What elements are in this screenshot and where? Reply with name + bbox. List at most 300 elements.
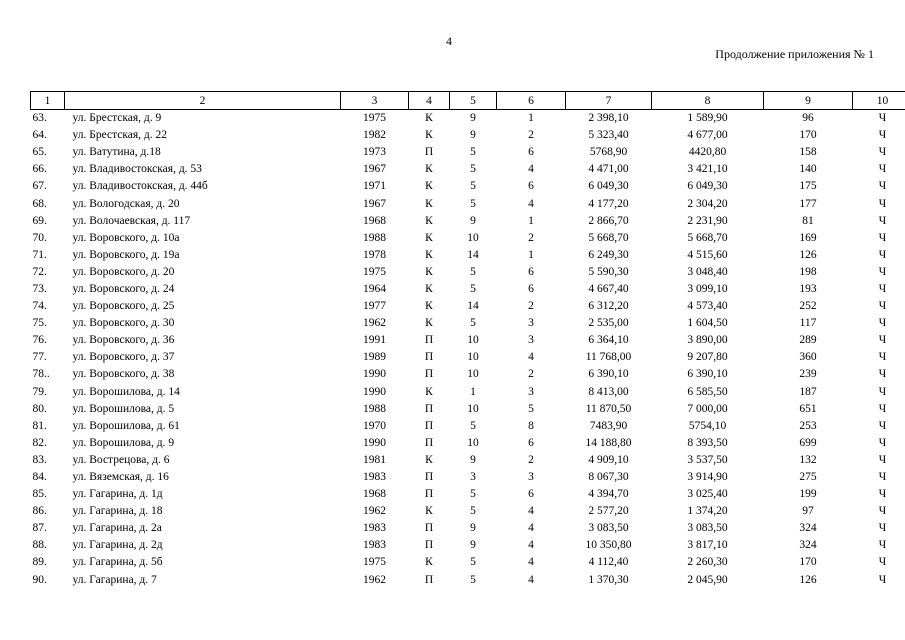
floors-cell: 9 — [470, 522, 476, 535]
floors-cell: 5 — [470, 317, 476, 330]
address-cell: ул. Гагарина, д. 2д — [72, 539, 163, 552]
living-area-cell: 8 393,50 — [687, 436, 728, 449]
entrances-cell: 3 — [528, 317, 534, 330]
living-area-cell: 1 604,50 — [687, 317, 728, 330]
floors-cell: 5 — [470, 197, 476, 210]
row-number-cell: 84. — [32, 471, 47, 484]
entrances-cell: 4 — [528, 351, 534, 364]
floors-cell: 10 — [467, 402, 479, 415]
wall-material-cell: К — [425, 265, 433, 278]
residents-cell: 360 — [799, 351, 817, 364]
address-cell: ул. Брестская, д. 9 — [72, 112, 162, 125]
residents-cell: 193 — [799, 282, 817, 295]
floors-cell: 5 — [470, 282, 476, 295]
address-cell: ул. Брестская, д. 22 — [72, 129, 168, 142]
category-cell: Ч — [878, 180, 887, 193]
column-header-9: 9 — [764, 92, 853, 110]
total-area-cell: 4 394,70 — [588, 488, 629, 501]
residents-cell: 252 — [799, 300, 817, 313]
wall-material-cell: К — [425, 505, 433, 518]
entrances-cell: 4 — [528, 539, 534, 552]
year-built-cell: 1975 — [363, 112, 386, 125]
living-area-cell: 1 589,90 — [687, 112, 728, 125]
row-number-cell: 72. — [32, 265, 47, 278]
category-cell: Ч — [878, 505, 887, 518]
wall-material-cell: П — [424, 573, 434, 586]
column-header-2: 2 — [65, 92, 341, 110]
residents-cell: 324 — [799, 522, 817, 535]
residents-cell: 81 — [802, 214, 814, 227]
row-number-cell: 79. — [32, 385, 47, 398]
table-row — [31, 418, 905, 435]
table-row — [31, 332, 905, 349]
residents-cell: 651 — [799, 402, 817, 415]
total-area-cell: 6 049,30 — [588, 180, 629, 193]
table-row — [31, 144, 905, 161]
table-row — [31, 469, 905, 486]
total-area-cell: 4 471,00 — [588, 163, 629, 176]
living-area-cell: 3 890,00 — [687, 334, 728, 347]
wall-material-cell: П — [424, 436, 434, 449]
total-area-cell: 6 364,10 — [588, 334, 629, 347]
category-cell: Ч — [878, 129, 887, 142]
row-number-cell: 90. — [32, 573, 47, 586]
table-row — [31, 161, 905, 178]
table-row — [31, 264, 905, 281]
living-area-cell: 4 573,40 — [687, 300, 728, 313]
category-cell: Ч — [878, 453, 887, 466]
total-area-cell: 2 398,10 — [588, 112, 629, 125]
table-row — [31, 195, 905, 212]
table-row — [31, 435, 905, 452]
total-area-cell: 2 866,70 — [588, 214, 629, 227]
total-area-cell: 2 577,20 — [588, 505, 629, 518]
entrances-cell: 6 — [528, 436, 534, 449]
wall-material-cell: П — [424, 351, 434, 364]
category-cell: Ч — [878, 231, 887, 244]
year-built-cell: 1973 — [363, 146, 386, 159]
floors-cell: 9 — [470, 539, 476, 552]
floors-cell: 5 — [470, 505, 476, 518]
year-built-cell: 1968 — [363, 214, 386, 227]
living-area-cell: 3 914,90 — [687, 471, 728, 484]
living-area-cell: 3 421,10 — [687, 163, 728, 176]
address-cell: ул. Владивостокская, д. 44б — [72, 180, 208, 193]
residents-cell: 177 — [799, 197, 817, 210]
residents-cell: 253 — [799, 419, 817, 432]
residents-cell: 198 — [799, 265, 817, 278]
entrances-cell: 3 — [528, 385, 534, 398]
floors-cell: 5 — [470, 419, 476, 432]
entrances-cell: 2 — [528, 300, 534, 313]
row-number-cell: 74. — [32, 300, 47, 313]
row-number-cell: 67. — [32, 180, 47, 193]
residents-cell: 132 — [799, 453, 817, 466]
year-built-cell: 1962 — [363, 573, 386, 586]
living-area-cell: 9 207,80 — [687, 351, 728, 364]
year-built-cell: 1991 — [363, 334, 386, 347]
living-area-cell: 6 049,30 — [687, 180, 728, 193]
entrances-cell: 1 — [528, 214, 534, 227]
year-built-cell: 1988 — [363, 402, 386, 415]
entrances-cell: 6 — [528, 180, 534, 193]
total-area-cell: 8 067,30 — [588, 471, 629, 484]
total-area-cell: 10 350,80 — [585, 539, 632, 552]
entrances-cell: 4 — [528, 163, 534, 176]
residents-cell: 175 — [799, 180, 817, 193]
column-header-1: 1 — [31, 92, 65, 110]
living-area-cell: 6 390,10 — [687, 368, 728, 381]
total-area-cell: 6 390,10 — [588, 368, 629, 381]
category-cell: Ч — [878, 351, 887, 364]
entrances-cell: 2 — [528, 453, 534, 466]
address-cell: ул. Воровского, д. 36 — [72, 334, 175, 347]
row-number-cell: 77. — [32, 351, 47, 364]
total-area-cell: 3 083,50 — [588, 522, 629, 535]
residents-cell: 140 — [799, 163, 817, 176]
living-area-cell: 4 677,00 — [687, 129, 728, 142]
address-cell: ул. Вострецова, д. 6 — [72, 453, 170, 466]
category-cell: Ч — [878, 471, 887, 484]
row-number-cell: 81. — [32, 419, 47, 432]
total-area-cell: 6 249,30 — [588, 248, 629, 261]
category-cell: Ч — [878, 146, 887, 159]
table-row — [31, 298, 905, 315]
year-built-cell: 1983 — [363, 522, 386, 535]
category-cell: Ч — [878, 436, 887, 449]
residents-cell: 158 — [799, 146, 817, 159]
entrances-cell: 2 — [528, 231, 534, 244]
row-number-cell: 64. — [32, 129, 47, 142]
entrances-cell: 2 — [528, 368, 534, 381]
table-row — [31, 349, 905, 366]
wall-material-cell: К — [425, 129, 433, 142]
column-header-8: 8 — [652, 92, 764, 110]
year-built-cell: 1978 — [363, 248, 386, 261]
address-cell: ул. Ватутина, д.18 — [72, 146, 161, 159]
residents-cell: 289 — [799, 334, 817, 347]
wall-material-cell: К — [425, 112, 433, 125]
table-header — [31, 92, 905, 110]
wall-material-cell: К — [425, 248, 433, 261]
year-built-cell: 1964 — [363, 282, 386, 295]
year-built-cell: 1967 — [363, 197, 386, 210]
table-row — [31, 366, 905, 383]
row-number-cell: 70. — [32, 231, 47, 244]
floors-cell: 10 — [467, 368, 479, 381]
row-number-cell: 65. — [32, 146, 47, 159]
entrances-cell: 4 — [528, 522, 534, 535]
address-cell: ул. Воровского, д. 30 — [72, 317, 175, 330]
floors-cell: 9 — [470, 214, 476, 227]
wall-material-cell: К — [425, 300, 433, 313]
residents-cell: 199 — [799, 488, 817, 501]
floors-cell: 14 — [467, 300, 479, 313]
year-built-cell: 1968 — [363, 488, 386, 501]
entrances-cell: 2 — [528, 129, 534, 142]
wall-material-cell: П — [424, 146, 434, 159]
entrances-cell: 1 — [528, 248, 534, 261]
residents-cell: 96 — [802, 112, 814, 125]
category-cell: Ч — [878, 163, 887, 176]
residents-cell: 187 — [799, 385, 817, 398]
total-area-cell: 8 413,00 — [588, 385, 629, 398]
column-header-10: 10 — [853, 92, 905, 110]
row-number-cell: 66. — [32, 163, 47, 176]
year-built-cell: 1975 — [363, 265, 386, 278]
entrances-cell: 4 — [528, 556, 534, 569]
floors-cell: 14 — [467, 248, 479, 261]
residents-cell: 169 — [799, 231, 817, 244]
category-cell: Ч — [878, 317, 887, 330]
year-built-cell: 1983 — [363, 471, 386, 484]
category-cell: Ч — [878, 385, 887, 398]
year-built-cell: 1989 — [363, 351, 386, 364]
page-number: 4 — [446, 34, 452, 48]
floors-cell: 10 — [467, 334, 479, 347]
table-body — [31, 110, 905, 589]
table-row — [31, 230, 905, 247]
column-header-5: 5 — [450, 92, 497, 110]
year-built-cell: 1967 — [363, 163, 386, 176]
wall-material-cell: К — [425, 163, 433, 176]
total-area-cell: 7483,90 — [589, 419, 628, 432]
floors-cell: 9 — [470, 112, 476, 125]
address-cell: ул. Вяземская, д. 16 — [72, 471, 169, 484]
residents-cell: 170 — [799, 556, 817, 569]
column-header-3: 3 — [341, 92, 409, 110]
address-cell: ул. Воровского, д. 25 — [72, 300, 175, 313]
residents-cell: 126 — [799, 248, 817, 261]
year-built-cell: 1981 — [363, 453, 386, 466]
entrances-cell: 3 — [528, 471, 534, 484]
floors-cell: 5 — [470, 163, 476, 176]
wall-material-cell: П — [424, 419, 434, 432]
address-cell: ул. Гагарина, д. 7 — [72, 573, 157, 586]
entrances-cell: 6 — [528, 488, 534, 501]
row-number-cell: 83. — [32, 453, 47, 466]
living-area-cell: 1 374,20 — [687, 505, 728, 518]
address-cell: ул. Воровского, д. 38 — [72, 368, 175, 381]
wall-material-cell: П — [424, 488, 434, 501]
address-cell: ул. Ворошилова, д. 14 — [72, 385, 180, 398]
wall-material-cell: К — [425, 317, 433, 330]
table-row — [31, 110, 905, 128]
address-cell: ул. Ворошилова, д. 5 — [72, 402, 175, 415]
wall-material-cell: К — [425, 231, 433, 244]
year-built-cell: 1990 — [363, 385, 386, 398]
row-number-cell: 88. — [32, 539, 47, 552]
total-area-cell: 1 370,30 — [588, 573, 629, 586]
table-row — [31, 452, 905, 469]
living-area-cell: 4 515,60 — [687, 248, 728, 261]
table-row — [31, 247, 905, 264]
address-cell: ул. Владивостокская, д. 53 — [72, 163, 202, 176]
continuation-caption: Продолжение приложения № 1 — [715, 47, 874, 61]
table-row — [31, 572, 905, 589]
row-number-cell: 75. — [32, 317, 47, 330]
row-number-cell: 78.. — [32, 368, 50, 381]
residents-cell: 275 — [799, 471, 817, 484]
living-area-cell: 3 817,10 — [687, 539, 728, 552]
address-cell: ул. Ворошилова, д. 9 — [72, 436, 175, 449]
floors-cell: 5 — [470, 488, 476, 501]
wall-material-cell: П — [424, 471, 434, 484]
address-cell: ул. Гагарина, д. 5б — [72, 556, 163, 569]
living-area-cell: 3 083,50 — [687, 522, 728, 535]
living-area-cell: 6 585,50 — [687, 385, 728, 398]
address-cell: ул. Воровского, д. 37 — [72, 351, 175, 364]
living-area-cell: 2 045,90 — [687, 573, 728, 586]
floors-cell: 10 — [467, 351, 479, 364]
category-cell: Ч — [878, 402, 887, 415]
total-area-cell: 5768,90 — [589, 146, 628, 159]
living-area-cell: 2 231,90 — [687, 214, 728, 227]
year-built-cell: 1977 — [363, 300, 386, 313]
total-area-cell: 5 323,40 — [588, 129, 629, 142]
row-number-cell: 68. — [32, 197, 47, 210]
entrances-cell: 4 — [528, 573, 534, 586]
address-cell: ул. Вологодская, д. 20 — [72, 197, 180, 210]
floors-cell: 3 — [470, 471, 476, 484]
living-area-cell: 2 304,20 — [687, 197, 728, 210]
total-area-cell: 14 188,80 — [585, 436, 632, 449]
wall-material-cell: К — [425, 453, 433, 466]
year-built-cell: 1988 — [363, 231, 386, 244]
row-number-cell: 89. — [32, 556, 47, 569]
address-cell: ул. Воровского, д. 19а — [72, 248, 180, 261]
floors-cell: 5 — [470, 573, 476, 586]
row-number-cell: 87. — [32, 522, 47, 535]
entrances-cell: 4 — [528, 505, 534, 518]
living-area-cell: 4420,80 — [688, 146, 727, 159]
entrances-cell: 6 — [528, 146, 534, 159]
total-area-cell: 11 870,50 — [585, 402, 632, 415]
header-row — [31, 92, 905, 110]
table-row — [31, 127, 905, 144]
address-cell: ул. Волочаевская, д. 117 — [72, 214, 191, 227]
floors-cell: 9 — [470, 129, 476, 142]
table-row — [31, 537, 905, 554]
floors-cell: 5 — [470, 265, 476, 278]
category-cell: Ч — [878, 282, 887, 295]
entrances-cell: 6 — [528, 265, 534, 278]
year-built-cell: 1990 — [363, 436, 386, 449]
living-area-cell: 5754,10 — [688, 419, 727, 432]
category-cell: Ч — [878, 265, 887, 278]
floors-cell: 5 — [470, 146, 476, 159]
residents-cell: 126 — [799, 573, 817, 586]
table-row — [31, 178, 905, 195]
wall-material-cell: К — [425, 197, 433, 210]
table-row — [31, 486, 905, 503]
category-cell: Ч — [878, 300, 887, 313]
floors-cell: 5 — [470, 556, 476, 569]
address-cell: ул. Ворошилова, д. 61 — [72, 419, 180, 432]
residents-cell: 324 — [799, 539, 817, 552]
row-number-cell: 85. — [32, 488, 47, 501]
row-number-cell: 63. — [32, 112, 47, 125]
entrances-cell: 6 — [528, 282, 534, 295]
wall-material-cell: К — [425, 385, 433, 398]
table-row — [31, 401, 905, 418]
year-built-cell: 1975 — [363, 556, 386, 569]
total-area-cell: 5 590,30 — [588, 265, 629, 278]
table-row — [31, 554, 905, 571]
year-built-cell: 1962 — [363, 505, 386, 518]
total-area-cell: 11 768,00 — [585, 351, 632, 364]
entrances-cell: 3 — [528, 334, 534, 347]
address-cell: ул. Воровского, д. 20 — [72, 265, 175, 278]
total-area-cell: 4 112,40 — [588, 556, 629, 569]
wall-material-cell: К — [425, 214, 433, 227]
living-area-cell: 3 537,50 — [687, 453, 728, 466]
wall-material-cell: П — [424, 368, 434, 381]
table-row — [31, 384, 905, 401]
category-cell: Ч — [878, 522, 887, 535]
category-cell: Ч — [878, 539, 887, 552]
entrances-cell: 5 — [528, 402, 534, 415]
row-number-cell: 86. — [32, 505, 47, 518]
wall-material-cell: К — [425, 180, 433, 193]
floors-cell: 9 — [470, 453, 476, 466]
wall-material-cell: К — [425, 282, 433, 295]
total-area-cell: 5 668,70 — [588, 231, 629, 244]
living-area-cell: 2 260,30 — [687, 556, 728, 569]
table-row — [31, 213, 905, 230]
year-built-cell: 1962 — [363, 317, 386, 330]
address-cell: ул. Гагарина, д. 1д — [72, 488, 163, 501]
wall-material-cell: П — [424, 334, 434, 347]
total-area-cell: 6 312,20 — [588, 300, 629, 313]
column-header-7: 7 — [566, 92, 652, 110]
category-cell: Ч — [878, 334, 887, 347]
table-row — [31, 315, 905, 332]
residents-cell: 699 — [799, 436, 817, 449]
floors-cell: 1 — [470, 385, 476, 398]
living-area-cell: 3 099,10 — [687, 282, 728, 295]
residents-cell: 97 — [802, 505, 814, 518]
category-cell: Ч — [878, 556, 887, 569]
address-cell: ул. Гагарина, д. 2а — [72, 522, 162, 535]
total-area-cell: 4 177,20 — [588, 197, 629, 210]
entrances-cell: 1 — [528, 112, 534, 125]
living-area-cell: 7 000,00 — [687, 402, 728, 415]
year-built-cell: 1990 — [363, 368, 386, 381]
wall-material-cell: К — [425, 556, 433, 569]
row-number-cell: 73. — [32, 282, 47, 295]
category-cell: Ч — [878, 197, 887, 210]
category-cell: Ч — [878, 112, 887, 125]
table-row — [31, 281, 905, 298]
column-header-6: 6 — [497, 92, 566, 110]
category-cell: Ч — [878, 573, 887, 586]
row-number-cell: 69. — [32, 214, 47, 227]
residents-cell: 117 — [799, 317, 817, 330]
total-area-cell: 4 909,10 — [588, 453, 629, 466]
living-area-cell: 3 025,40 — [687, 488, 728, 501]
total-area-cell: 4 667,40 — [588, 282, 629, 295]
table-row — [31, 503, 905, 520]
year-built-cell: 1970 — [363, 419, 386, 432]
address-cell: ул. Воровского, д. 10а — [72, 231, 180, 244]
residents-cell: 239 — [799, 368, 817, 381]
address-cell: ул. Воровского, д. 24 — [72, 282, 175, 295]
floors-cell: 5 — [470, 180, 476, 193]
column-header-4: 4 — [409, 92, 450, 110]
residents-cell: 170 — [799, 129, 817, 142]
wall-material-cell: П — [424, 539, 434, 552]
